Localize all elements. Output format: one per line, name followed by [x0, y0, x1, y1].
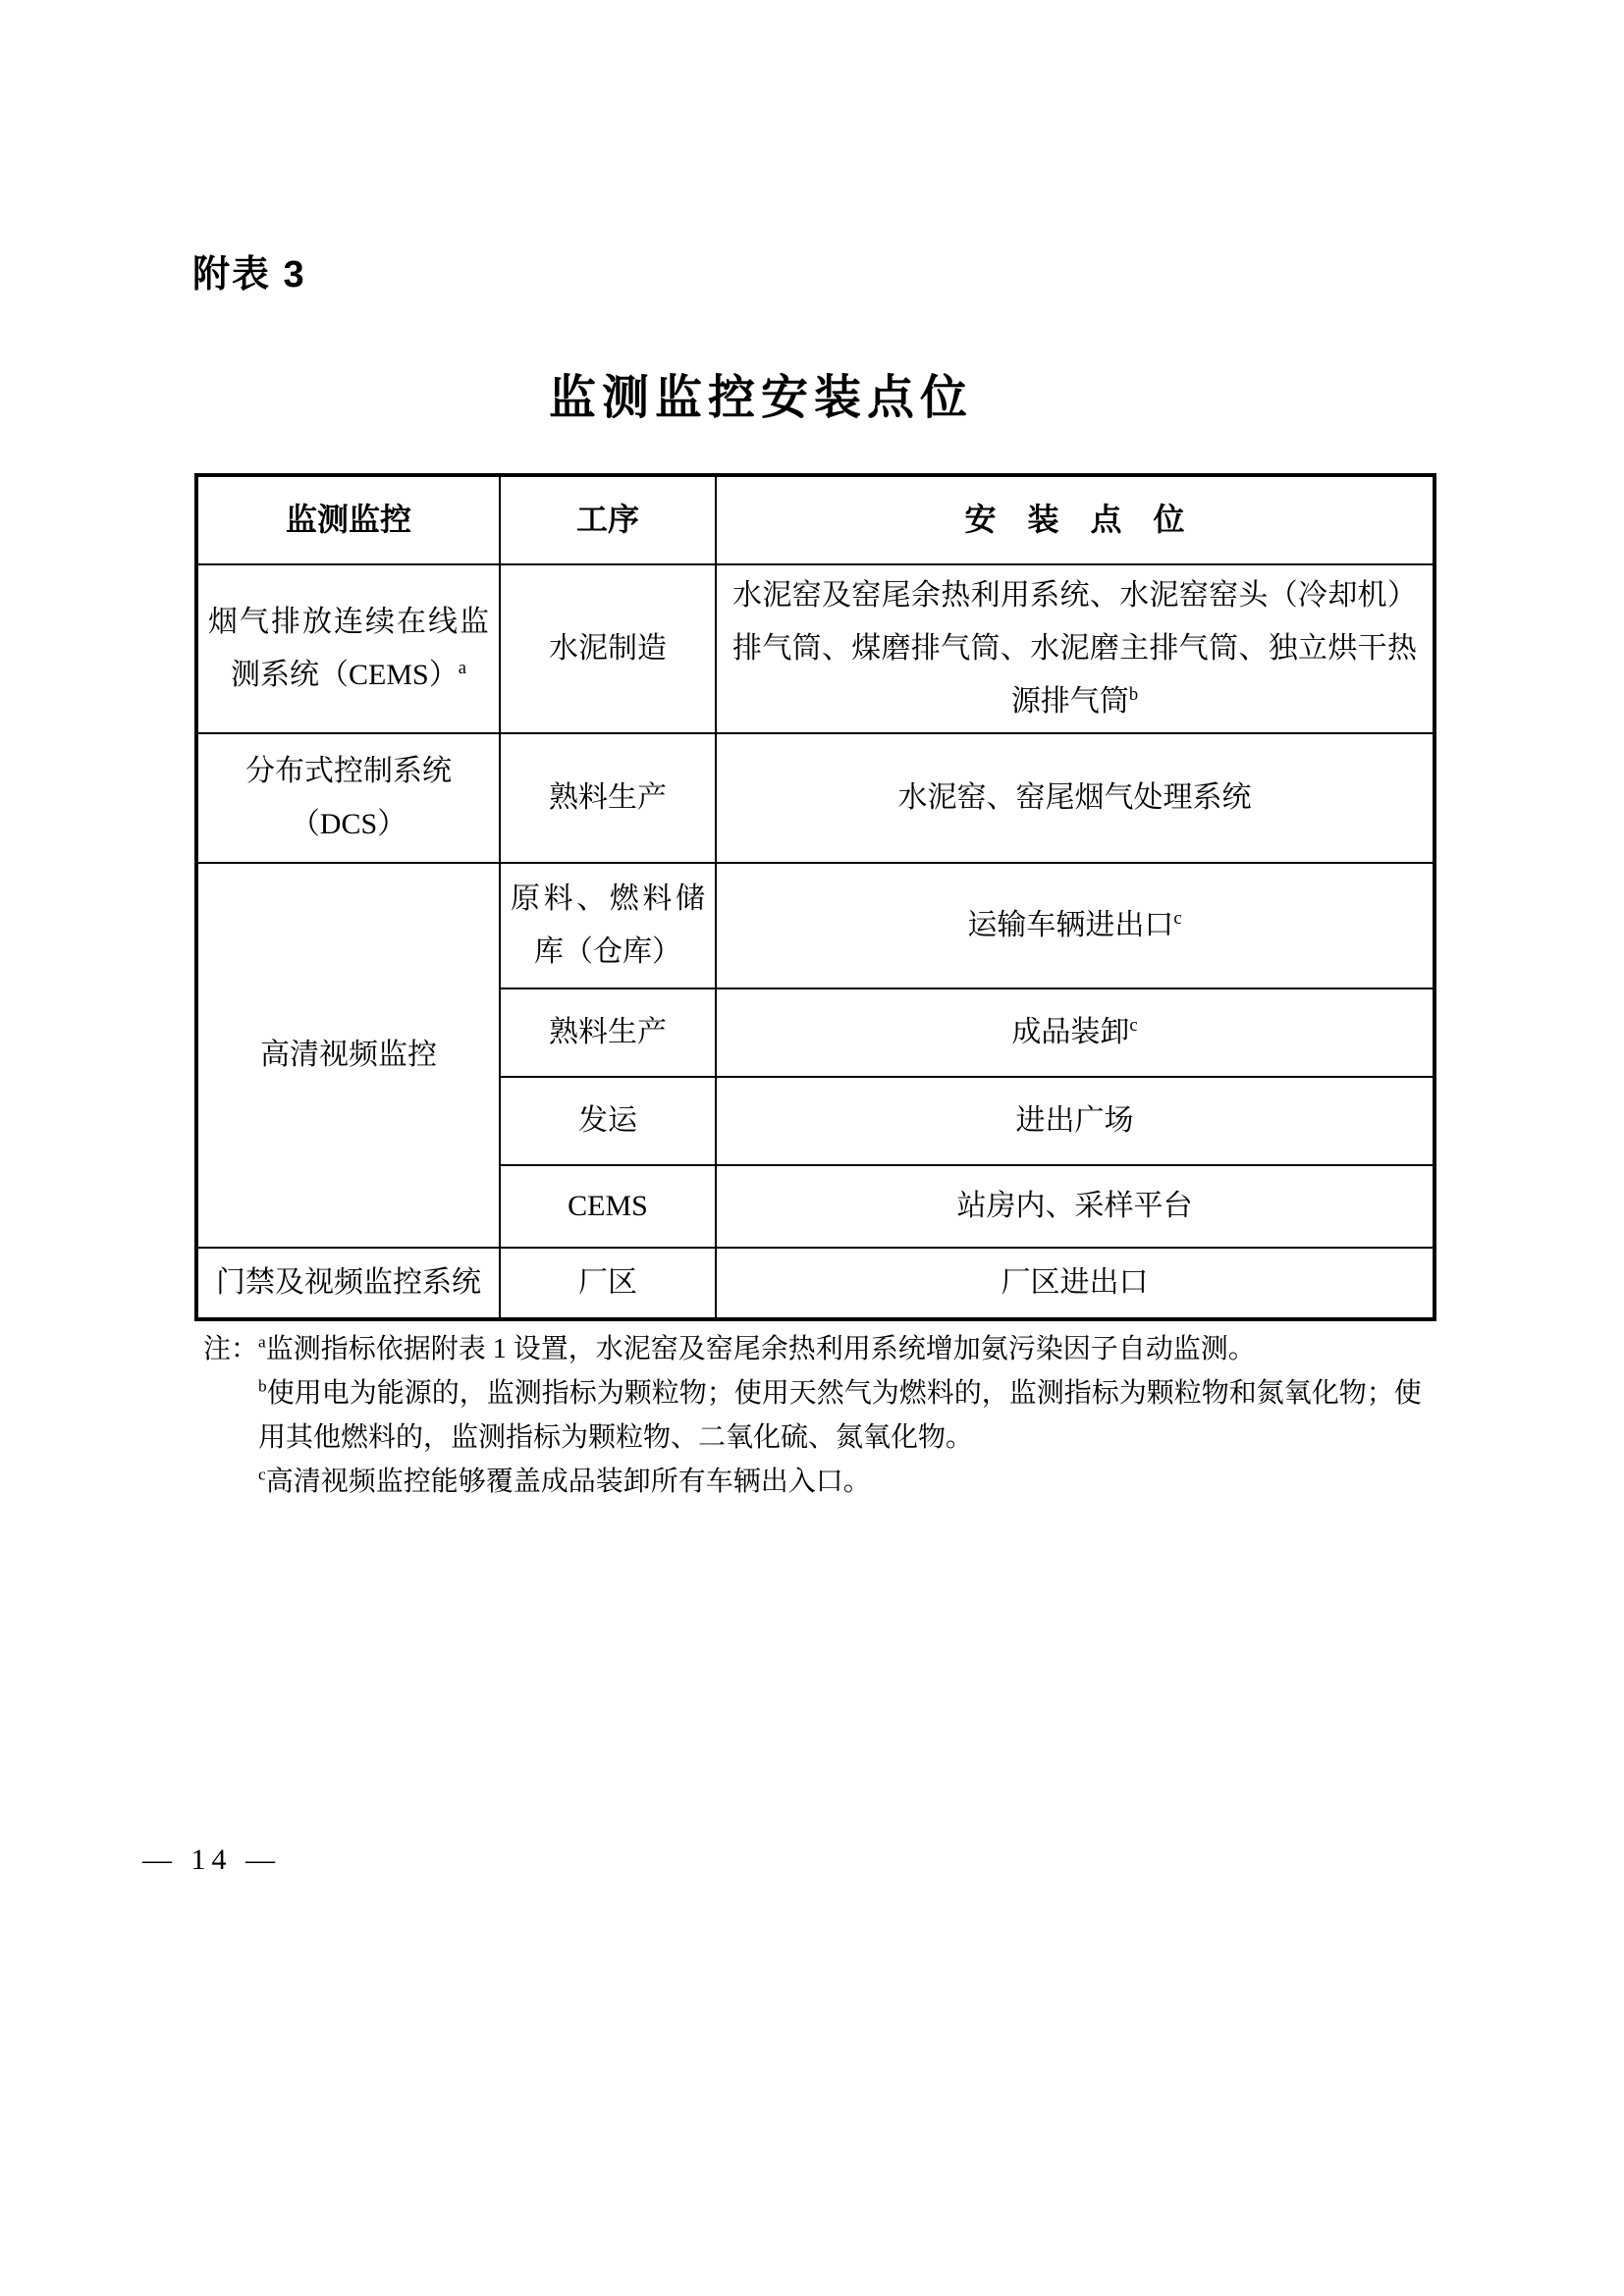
superscript-b: b: [1128, 684, 1139, 705]
cell-factory-area: 厂区: [500, 1248, 716, 1319]
cell-cems-system: [196, 564, 500, 733]
table-row: [196, 1248, 1435, 1319]
note-text: 使用电为能源的，监测指标为颗粒物；使用天然气为燃料的，监测指标为颗粒物和氮氧化物；使用其他燃料的，监测指标为颗粒物、二氧化硫、氮氧化物。: [258, 1378, 1422, 1453]
appendix-label: 附表 3: [192, 254, 306, 295]
cell-factory-entrance: 厂区进出口: [716, 1248, 1435, 1319]
cell-text: 水泥窑及窑尾余热利用系统、水泥窑窑头（冷却机）排气筒、煤磨排气筒、水泥磨主排气筒、独立烘干热源排气筒: [732, 579, 1417, 718]
superscript-c: c: [258, 1465, 266, 1484]
cell-text: 成品装卸: [1011, 1016, 1130, 1048]
superscript-c: c: [1173, 908, 1182, 929]
header-monitoring: 监测监控: [196, 475, 500, 564]
cell-text: 运输车辆进出口: [967, 909, 1174, 941]
header-process: 工序: [500, 475, 716, 564]
note-text: 高清视频监控能够覆盖成品装卸所有车辆出入口。: [265, 1467, 871, 1497]
cell-access-control-system: 门禁及视频监控系统: [196, 1248, 500, 1319]
superscript-a: a: [458, 658, 466, 678]
superscript-a: a: [258, 1332, 266, 1352]
cell-dcs-system: 分布式控制系统（DCS）: [196, 733, 500, 863]
cell-text: 烟气排放连续在线监测系统（CEMS）: [208, 606, 489, 691]
header-installation-points: 安 装 点 位: [716, 475, 1435, 564]
table-row: [196, 733, 1435, 863]
cell-dcs-points: 水泥窑、窑尾烟气处理系统: [716, 733, 1435, 863]
note-b: [258, 1371, 1436, 1460]
table-row: [196, 863, 1435, 988]
cell-hd-video-monitoring: 高清视频监控: [196, 863, 500, 1248]
cell-raw-fuel-storage: 原料、燃料储库（仓库）: [500, 863, 716, 988]
note-a: [203, 1327, 1436, 1371]
page-number: — 14 —: [142, 1843, 281, 1876]
superscript-c: c: [1129, 1015, 1138, 1036]
cell-product-loading: [716, 988, 1435, 1077]
page-title: 监测监控安装点位: [548, 372, 973, 424]
note-text: 监测指标依据附表 1 设置，水泥窑及窑尾余热利用系统增加氨污染因子自动监测。: [265, 1334, 1256, 1364]
cell-station-platform: 站房内、采样平台: [716, 1165, 1435, 1248]
cell-clinker-production-2: 熟料生产: [500, 988, 716, 1077]
notes-section: [203, 1327, 1436, 1504]
table-row: [196, 564, 1435, 733]
cell-transport-entrance: [716, 863, 1435, 988]
table-header-row: [196, 475, 1435, 564]
cell-shipping: 发运: [500, 1077, 716, 1165]
notes-prefix: 注：: [203, 1334, 259, 1364]
note-c: [258, 1460, 1436, 1504]
cell-cement-manufacturing: 水泥制造: [500, 564, 716, 733]
superscript-b: b: [258, 1376, 267, 1396]
cell-cems-points: [716, 564, 1435, 733]
cell-clinker-production: 熟料生产: [500, 733, 716, 863]
cell-entrance-plaza: 进出广场: [716, 1077, 1435, 1165]
cell-cems-process: CEMS: [500, 1165, 716, 1248]
monitoring-points-table: [194, 473, 1436, 1321]
